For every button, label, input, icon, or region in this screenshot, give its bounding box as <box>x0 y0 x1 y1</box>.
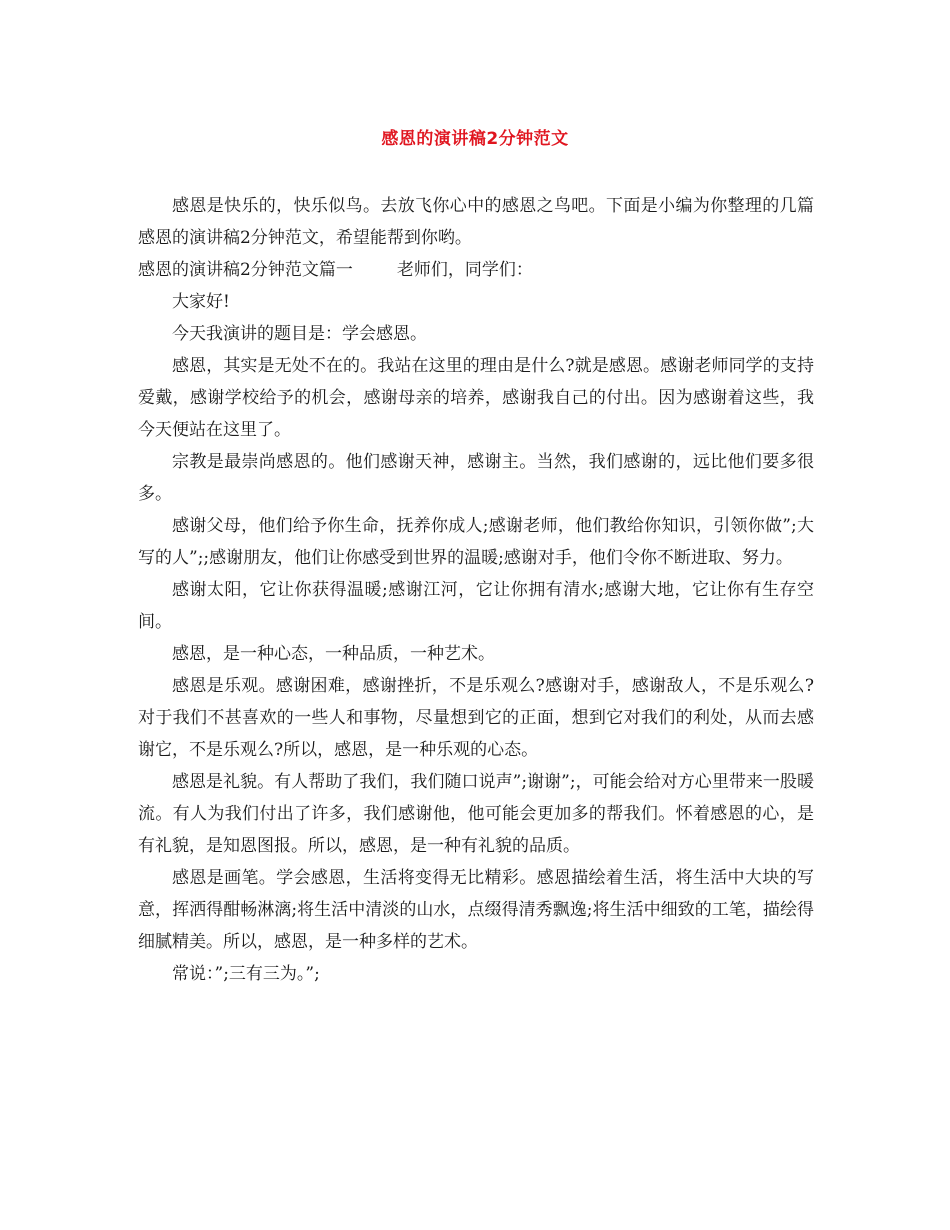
paragraph-topic: 今天我演讲的题目是：学会感恩。 <box>172 324 427 344</box>
paragraph: 感恩是礼貌。有人帮助了我们，我们随口说声”;谢谢”;，可能会给对方心里带来一股暖流。有人为我们付出了许多，我们感谢他，他可能会更加多的帮我们。怀着感恩的心，是有礼貌，是知恩图报。所以，感恩，是一种有礼貌的品质。 <box>138 772 814 856</box>
document-body <box>138 190 814 990</box>
section-heading-line <box>138 254 814 286</box>
paragraph: 感谢父母，他们给予你生命，抚养你成人;感谢老师，他们教给你知识，引领你做”;大写的人”;;感谢朋友，他们让你感受到世界的温暖;感谢对手，他们令你不断进取、努力。 <box>138 516 814 568</box>
paragraph: 感恩是画笔。学会感恩，生活将变得无比精彩。感恩描绘着生活，将生活中大块的写意，挥洒得酣畅淋漓;将生活中清淡的山水，点缀得清秀飘逸;将生活中细致的工笔，描绘得细腻精美。所以，感恩，是一种多样的艺术。 <box>138 868 814 952</box>
document-title: 感恩的演讲稿2分钟范文 <box>381 129 569 149</box>
paragraph: 感恩，其实是无处不在的。我站在这里的理由是什么?就是感恩。感谢老师同学的支持爱戴，感谢学校给予的机会，感谢母亲的培养，感谢我自己的付出。因为感谢着这些，我今天便站在这里了。 <box>138 356 814 440</box>
salutation: 老师们，同学们： <box>396 260 533 280</box>
paragraph: 感恩，是一种心态，一种品质，一种艺术。 <box>172 644 495 664</box>
paragraph: 常说：”;三有三为。”; <box>172 964 320 984</box>
paragraph-greeting: 大家好! <box>172 292 230 312</box>
paragraph: 感恩是乐观。感谢困难，感谢挫折，不是乐观么?感谢对手，感谢敌人，不是乐观么?对于我们不甚喜欢的一些人和事物，尽量想到它的正面，想到它对我们的利处，从而去感谢它，不是乐观么?所以，感恩，是一种乐观的心态。 <box>138 676 814 760</box>
intro-paragraph: 感恩是快乐的，快乐似鸟。去放飞你心中的感恩之鸟吧。下面是小编为你整理的几篇感恩的演讲稿2分钟范文，希望能帮到你哟。 <box>138 196 814 248</box>
paragraph: 感谢太阳，它让你获得温暖;感谢江河，它让你拥有清水;感谢大地，它让你有生存空间。 <box>138 580 814 632</box>
paragraph: 宗教是最崇尚感恩的。他们感谢天神，感谢主。当然，我们感谢的，远比他们要多很多。 <box>138 452 814 504</box>
section-heading: 感恩的演讲稿2分钟范文篇一 <box>138 260 353 280</box>
